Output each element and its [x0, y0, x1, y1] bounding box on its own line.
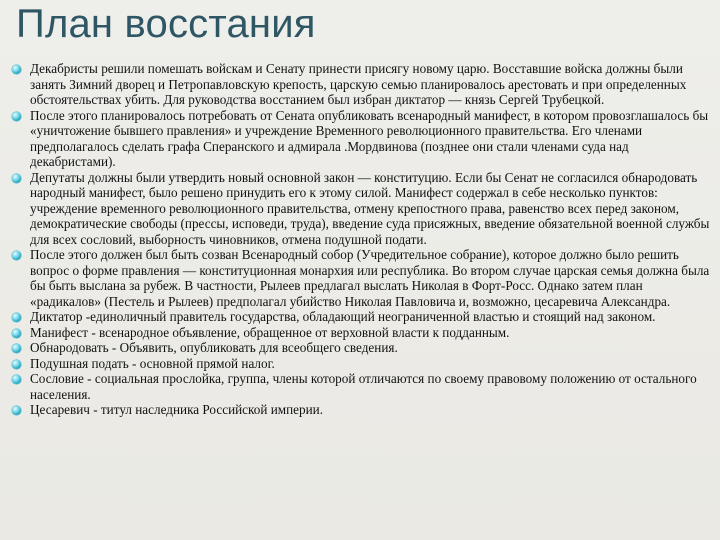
bullet-text: Подушная подать - основной прямой налог.: [30, 355, 275, 371]
bullet-dot-icon: [12, 329, 21, 338]
bullet-item: [10, 402, 715, 418]
bullet-item: [10, 108, 715, 170]
bullet-item: [10, 170, 715, 248]
bullet-dot-icon: [12, 65, 21, 74]
bullet-dot-icon: [12, 360, 21, 369]
bullet-text: Цесаревич - титул наследника Российской империи.: [30, 402, 324, 417]
bullet-text: Декабристы решили помешать войскам и Сенату принести присягу новому царю. Восставшие войска должны были занять Зимний дворец и Петропавловскую крепость, царскую семью планировалось арестовать и при определенных обстоятельствах убить. Для руководства восстанием был избран диктатор — князь Сергей Трубецкой.: [30, 61, 687, 107]
bullet-item: [10, 309, 715, 325]
bullet-dot-icon: [12, 344, 21, 353]
bullet-list: [10, 61, 715, 418]
bullet-text: После этого должен был быть созван Всенародный собор (Учредительное собрание), которое должно было решить вопрос о форме правления — конституционная монархия или республика. Во втором случае царская семья должна была бы быть выслана за рубеж. В частности, Рылеев предлагал выслать Николая в Форт-Росс. Однако затем план «радикалов» (Пестель и Рылеев) предполагал убийство Николая Павловича и, возможно, цесаревича Александра.: [30, 247, 710, 309]
bullet-dot-icon: [12, 313, 21, 322]
bullet-dot-icon: [12, 406, 21, 415]
bullet-dot-icon: [12, 174, 21, 183]
bullet-text: Диктатор -единоличный правитель государства, обладающий неограниченной властью и стоящий над законом.: [30, 309, 656, 324]
bullet-dot-icon: [12, 251, 21, 260]
bullet-text: Депутаты должны были утвердить новый основной закон — конституцию. Если бы Сенат не согласился обнародовать народный манифест, было решено принудить его к этому силой. Манифест содержал в себе несколько пунктов: учреждение временного революционного правительства, отмену крепостного права, равенство всех перед законом, демократические свободы (прессы, исповеди, труда), введение суда присяжных, введение обязательной военной службы для всех сословий, выборность чиновников, отмена подушной подати.: [30, 169, 710, 247]
slide-title: План восстания: [16, 2, 316, 46]
bullet-item: [10, 356, 715, 372]
bullet-item: [10, 340, 715, 356]
bullet-dot-icon: [12, 112, 21, 121]
bullet-item: [10, 325, 715, 341]
bullet-item: [10, 247, 715, 309]
bullet-text: Обнародовать - Объявить, опубликовать для всеобщего сведения.: [30, 340, 398, 355]
bullet-text: После этого планировалось потребовать от Сената опубликовать всенародный манифест, в котором провозглашалось бы «уничтожение бывшего правления» и учреждение Временного революционного правительства. Его членами предполагалось сделать графа Сперанского и адмирала .Мордвинова (позднее они стали членами суда над декабристами).: [30, 107, 709, 169]
bullet-text: Сословие - социальная прослойка, группа, члены которой отличаются по своему правовому положению от остального населения.: [30, 371, 697, 402]
bullet-text: Манифест - всенародное объявление, обращенное от верховной власти к подданным.: [30, 324, 510, 340]
bullet-dot-icon: [12, 375, 21, 384]
bullet-item: [10, 371, 715, 402]
bullet-item: [10, 61, 715, 108]
